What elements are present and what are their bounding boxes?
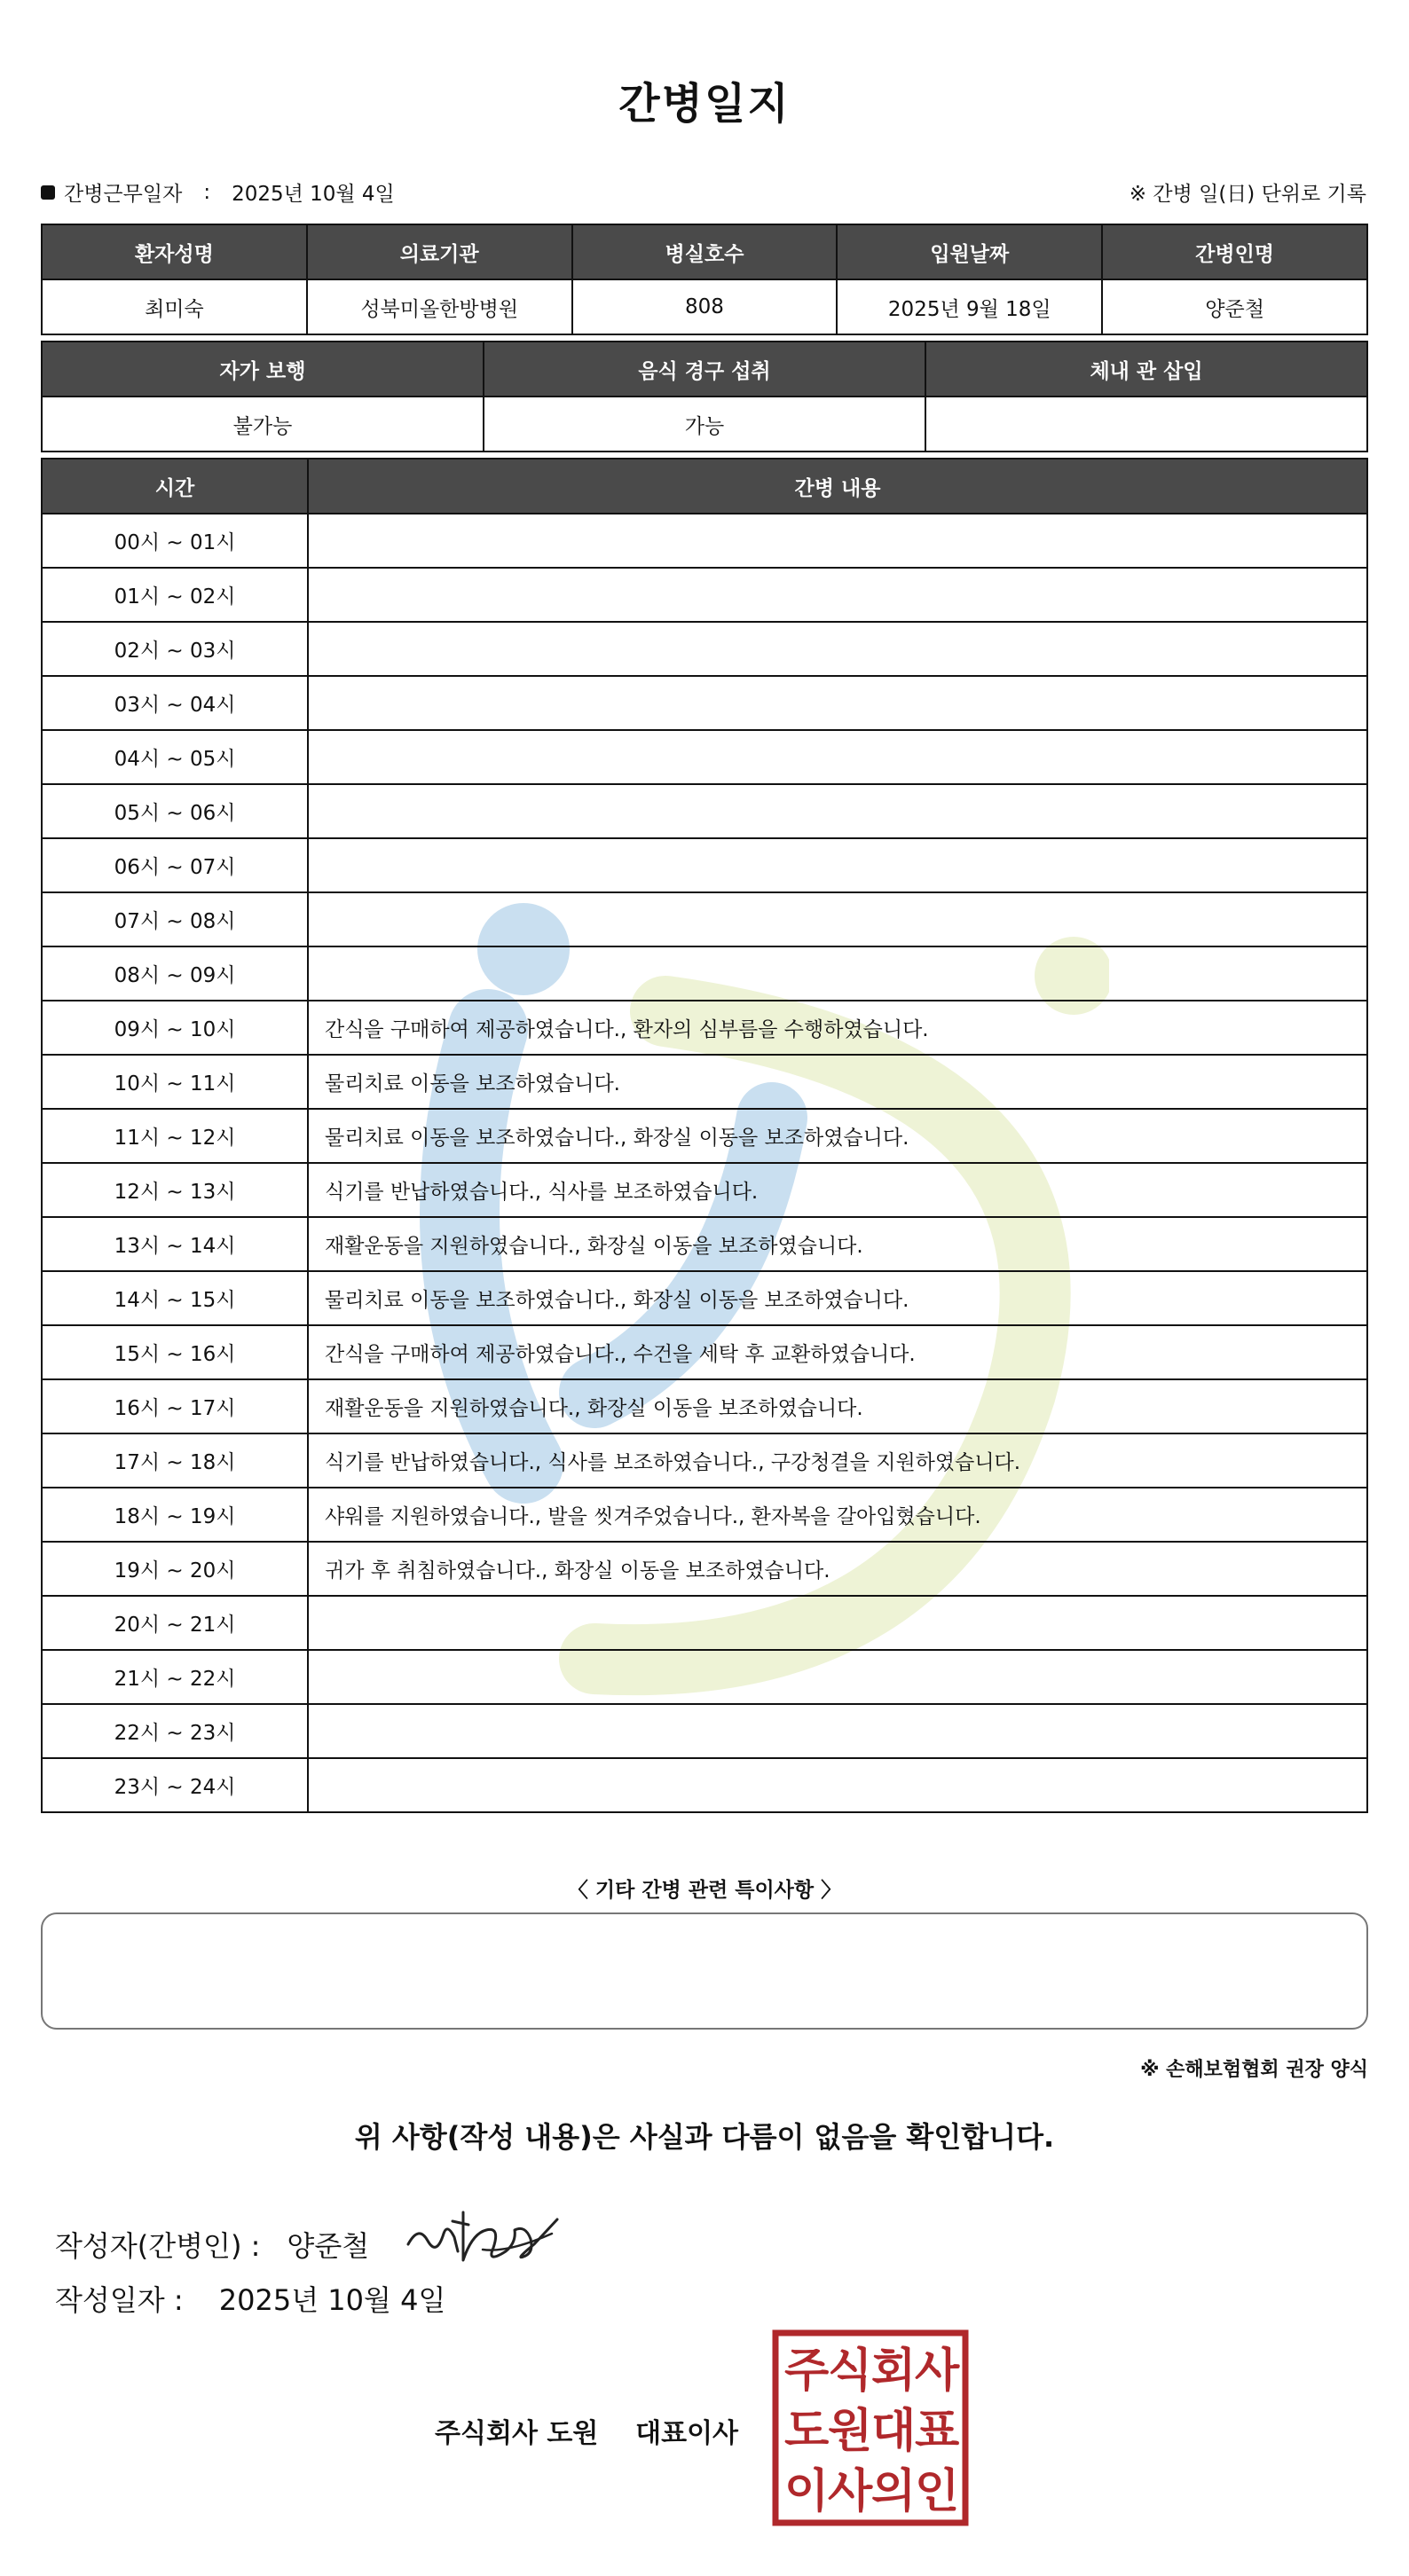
log-content-cell	[308, 568, 1367, 622]
value-tube-insertion	[925, 397, 1367, 452]
log-row	[42, 514, 1367, 568]
log-time-cell: 04시 ~ 05시	[42, 730, 308, 784]
log-time-cell: 09시 ~ 10시	[42, 1001, 308, 1055]
log-content-cell: 식기를 반납하였습니다., 식사를 보조하였습니다.	[308, 1163, 1367, 1217]
log-content-cell: 간식을 구매하여 제공하였습니다., 환자의 심부름을 수행하였습니다.	[308, 1001, 1367, 1055]
log-row	[42, 1650, 1367, 1704]
log-time-cell: 05시 ~ 06시	[42, 784, 308, 838]
writer-label: 작성자(간병인) :	[55, 2229, 261, 2263]
header-caregiver-name: 간병인명	[1102, 224, 1367, 279]
log-row	[42, 1001, 1367, 1055]
header-hospital: 의료기관	[307, 224, 572, 279]
log-content-cell: 귀가 후 취침하였습니다., 화장실 이동을 보조하였습니다.	[308, 1542, 1367, 1596]
log-time-cell: 19시 ~ 20시	[42, 1542, 308, 1596]
log-row	[42, 1217, 1367, 1271]
company-role: 대표이사	[635, 2418, 739, 2449]
log-row	[42, 1271, 1367, 1325]
writer-line	[55, 2211, 570, 2278]
seal-character: 표	[915, 2405, 960, 2458]
log-time-cell: 16시 ~ 17시	[42, 1379, 308, 1433]
value-hospital: 성북미올한방병원	[307, 279, 572, 334]
log-time-cell: 15시 ~ 16시	[42, 1325, 308, 1379]
log-content-cell: 물리치료 이동을 보조하였습니다., 화장실 이동을 보조하였습니다.	[308, 1271, 1367, 1325]
log-row	[42, 1433, 1367, 1488]
log-row	[42, 1488, 1367, 1542]
patient-info-table	[41, 224, 1368, 335]
log-time-cell: 00시 ~ 01시	[42, 514, 308, 568]
log-row	[42, 1758, 1367, 1812]
log-row	[42, 1542, 1367, 1596]
written-date-line	[55, 2278, 445, 2319]
log-row	[42, 730, 1367, 784]
log-content-cell: 식기를 반납하였습니다., 식사를 보조하였습니다., 구강청결을 지원하였습니다.	[308, 1433, 1367, 1488]
seal-character: 사	[915, 2344, 960, 2398]
recommendation-note: ※ 손해보험협회 권장 양식	[1140, 2059, 1368, 2081]
log-time-cell: 07시 ~ 08시	[42, 892, 308, 946]
log-time-cell: 18시 ~ 19시	[42, 1488, 308, 1542]
header-care-content: 간병 내용	[308, 459, 1367, 514]
log-body	[42, 514, 1367, 1812]
log-time-cell: 01시 ~ 02시	[42, 568, 308, 622]
seal-character: 회	[871, 2344, 917, 2398]
log-content-cell	[308, 676, 1367, 730]
log-row	[42, 1163, 1367, 1217]
log-row	[42, 1379, 1367, 1433]
seal-character: 원	[828, 2405, 873, 2458]
log-content-cell	[308, 514, 1367, 568]
work-date-value: 2025년 10월 4일	[232, 183, 395, 206]
value-caregiver-name: 양준철	[1102, 279, 1367, 334]
work-date-label: 간병근무일자	[64, 183, 183, 206]
work-date-line	[41, 177, 395, 207]
log-time-cell: 10시 ~ 11시	[42, 1055, 308, 1109]
log-content-cell	[308, 784, 1367, 838]
seal-character: 인	[915, 2465, 960, 2518]
header-room-number: 병실호수	[572, 224, 838, 279]
header-tube-insertion: 체내 관 삽입	[925, 342, 1367, 397]
page-title: 간병일지	[618, 79, 791, 129]
log-content-cell: 물리치료 이동을 보조하였습니다.	[308, 1055, 1367, 1109]
log-row	[42, 1596, 1367, 1650]
log-content-cell: 간식을 구매하여 제공하였습니다., 수건을 세탁 후 교환하였습니다.	[308, 1325, 1367, 1379]
log-row	[42, 892, 1367, 946]
log-content-cell	[308, 838, 1367, 892]
seal-character: 의	[871, 2465, 917, 2518]
writer-name: 양준철	[287, 2229, 370, 2263]
seal-character: 대	[871, 2405, 917, 2458]
value-self-walking: 불가능	[42, 397, 484, 452]
log-row	[42, 946, 1367, 1001]
patient-header-row	[42, 224, 1367, 279]
value-admission-date: 2025년 9월 18일	[837, 279, 1102, 334]
seal-character: 도	[784, 2405, 830, 2458]
record-unit-note: ※ 간병 일(日) 단위로 기록	[1129, 183, 1366, 206]
handwritten-signature	[401, 2198, 570, 2278]
value-oral-intake: 가능	[484, 397, 925, 452]
log-time-cell: 02시 ~ 03시	[42, 622, 308, 676]
work-date-separator: :	[203, 180, 211, 204]
log-content-cell: 재활운동을 지원하였습니다., 화장실 이동을 보조하였습니다.	[308, 1217, 1367, 1271]
header-admission-date: 입원날짜	[837, 224, 1102, 279]
log-time-cell: 12시 ~ 13시	[42, 1163, 308, 1217]
log-time-cell: 11시 ~ 12시	[42, 1109, 308, 1163]
log-time-cell: 20시 ~ 21시	[42, 1596, 308, 1650]
seal-character: 사	[828, 2465, 873, 2518]
log-row	[42, 1704, 1367, 1758]
seal-character: 식	[828, 2344, 873, 2398]
log-content-cell	[308, 1650, 1367, 1704]
header-oral-intake: 음식 경구 섭취	[484, 342, 925, 397]
company-name: 주식회사 도원	[435, 2418, 599, 2449]
written-date-value: 2025년 10월 4일	[218, 2283, 446, 2317]
log-content-cell	[308, 946, 1367, 1001]
log-time-cell: 06시 ~ 07시	[42, 838, 308, 892]
log-content-cell	[308, 1758, 1367, 1812]
status-value-row	[42, 397, 1367, 452]
log-header-row	[42, 459, 1367, 514]
log-row	[42, 1109, 1367, 1163]
log-row	[42, 838, 1367, 892]
company-seal-stamp	[772, 2329, 969, 2526]
log-content-cell	[308, 730, 1367, 784]
notes-title: 〈 기타 간병 관련 특이사항 〉	[567, 1879, 842, 1902]
log-time-cell: 22시 ~ 23시	[42, 1704, 308, 1758]
log-time-cell: 17시 ~ 18시	[42, 1433, 308, 1488]
log-content-cell	[308, 1596, 1367, 1650]
log-content-cell: 물리치료 이동을 보조하였습니다., 화장실 이동을 보조하였습니다.	[308, 1109, 1367, 1163]
patient-status-table	[41, 341, 1368, 452]
log-content-cell	[308, 622, 1367, 676]
patient-value-row	[42, 279, 1367, 334]
log-content-cell: 샤워를 지원하였습니다., 발을 씻겨주었습니다., 환자복을 갈아입혔습니다.	[308, 1488, 1367, 1542]
hourly-care-log-table	[41, 458, 1368, 1813]
log-time-cell: 21시 ~ 22시	[42, 1650, 308, 1704]
log-row	[42, 676, 1367, 730]
value-patient-name: 최미숙	[42, 279, 307, 334]
header-self-walking: 자가 보행	[42, 342, 484, 397]
log-time-cell: 13시 ~ 14시	[42, 1217, 308, 1271]
log-row	[42, 622, 1367, 676]
bullet-square-icon	[41, 185, 55, 200]
log-time-cell: 08시 ~ 09시	[42, 946, 308, 1001]
log-row	[42, 784, 1367, 838]
log-content-cell: 재활운동을 지원하였습니다., 화장실 이동을 보조하였습니다.	[308, 1379, 1367, 1433]
log-time-cell: 23시 ~ 24시	[42, 1758, 308, 1812]
value-room-number: 808	[572, 279, 838, 334]
company-line	[435, 2411, 738, 2450]
status-header-row	[42, 342, 1367, 397]
header-patient-name: 환자성명	[42, 224, 307, 279]
log-time-cell: 14시 ~ 15시	[42, 1271, 308, 1325]
log-row	[42, 1055, 1367, 1109]
log-content-cell	[308, 892, 1367, 946]
notes-box	[41, 1912, 1368, 2030]
confirmation-statement: 위 사항(작성 내용)은 사실과 다름이 없음을 확인합니다.	[354, 2120, 1055, 2154]
log-row	[42, 1325, 1367, 1379]
seal-character: 이	[784, 2465, 830, 2518]
log-row	[42, 568, 1367, 622]
log-content-cell	[308, 1704, 1367, 1758]
written-date-label: 작성일자 :	[55, 2283, 184, 2317]
log-time-cell: 03시 ~ 04시	[42, 676, 308, 730]
seal-character: 주	[784, 2344, 830, 2398]
header-time: 시간	[42, 459, 308, 514]
